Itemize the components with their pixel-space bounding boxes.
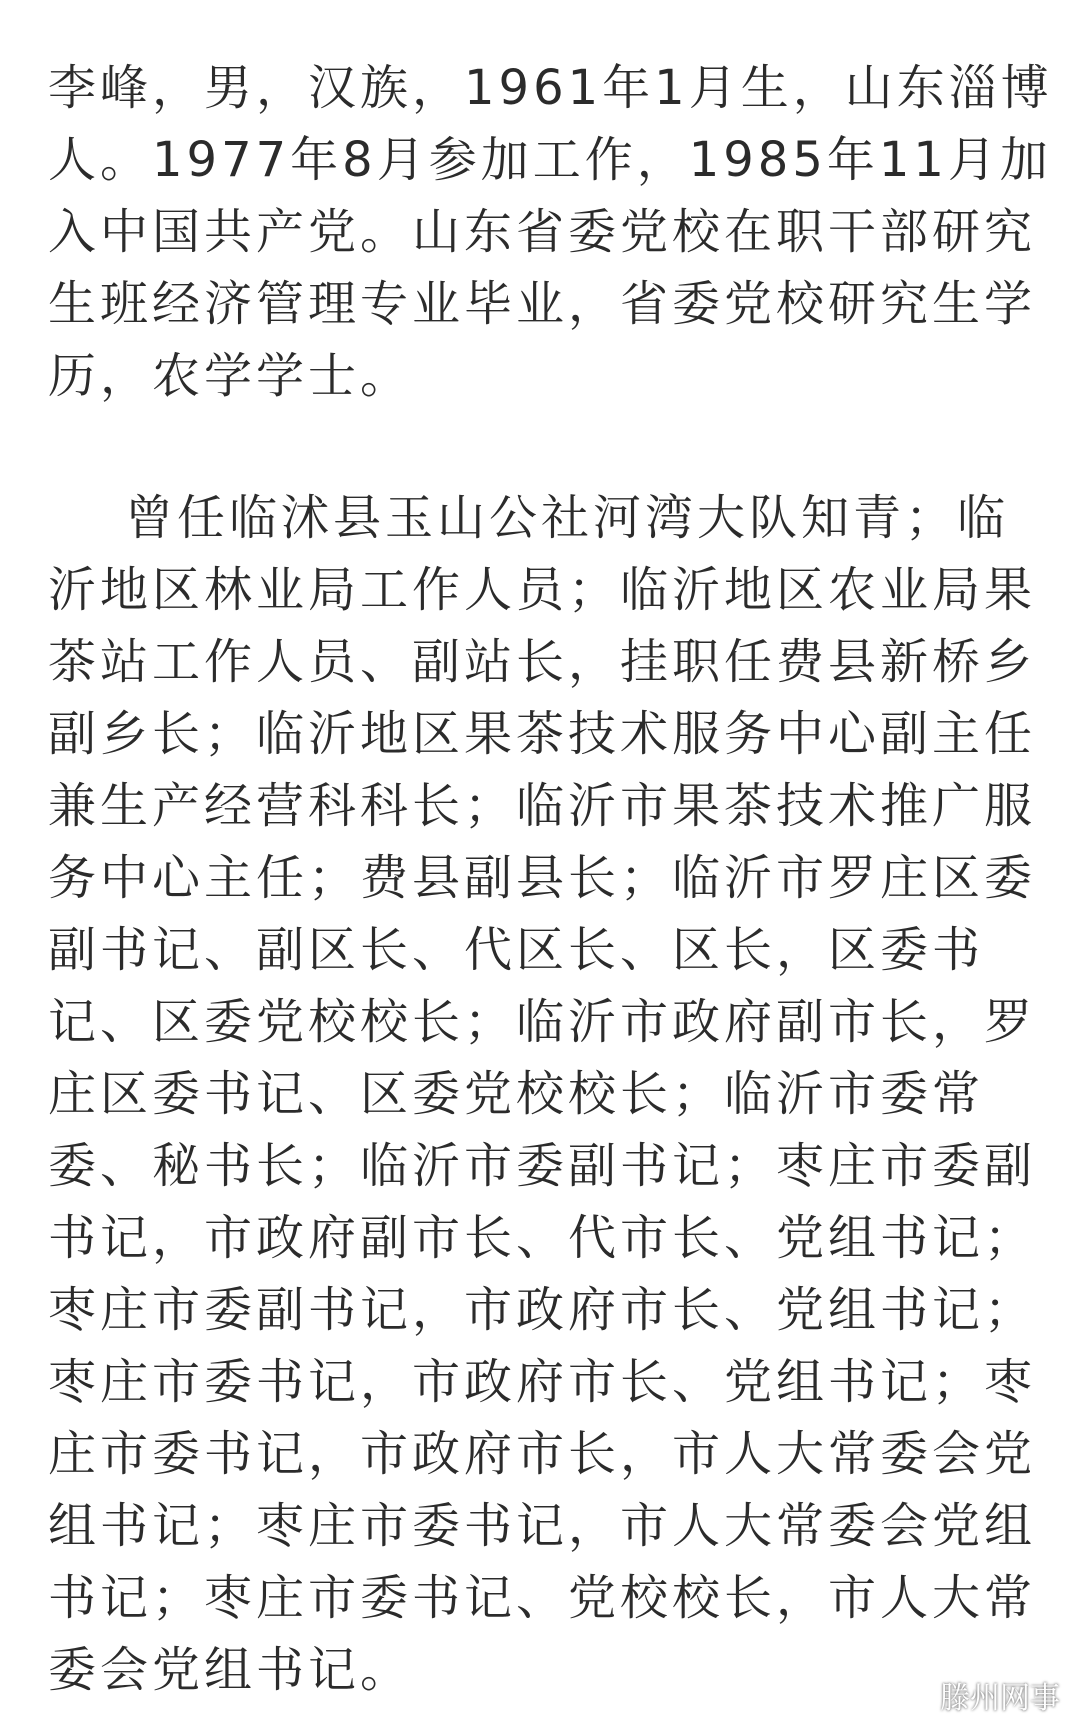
text-line: 委会党组书记。 <box>48 1642 413 1698</box>
wechat-icon <box>888 1672 932 1718</box>
text-line: 沂地区林业局工作人员；临沂地区农业局果 <box>48 562 1037 618</box>
text-line: 李峰，男，汉族，1961年1月生，山东淄博 <box>48 60 1053 116</box>
text-line: 枣庄市委书记，市政府市长、党组书记；枣 <box>48 1354 1037 1410</box>
text-line: 委、秘书长；临沂市委副书记；枣庄市委副 <box>48 1138 1037 1194</box>
text-line: 兼生产经营科科长；临沂市果茶技术推广服 <box>48 778 1037 834</box>
paragraph-career <box>48 482 1048 1706</box>
text-line: 副书记、副区长、代区长、区长，区委书 <box>48 922 985 978</box>
text-line: 茶站工作人员、副站长，挂职任费县新桥乡 <box>48 634 1037 690</box>
text-line: 曾任临沭县玉山公社河湾大队知青；临 <box>48 490 1010 546</box>
text-line: 副乡长；临沂地区果茶技术服务中心副主任 <box>48 706 1037 762</box>
text-line: 历，农学学士。 <box>48 348 413 404</box>
text-line: 入中国共产党。山东省委党校在职干部研究 <box>48 204 1037 260</box>
text-line: 书记，市政府副市长、代市长、党组书记； <box>48 1210 1037 1266</box>
text-line: 务中心主任；费县副县长；临沂市罗庄区委 <box>48 850 1037 906</box>
text-line: 庄区委书记、区委党校校长；临沂市委常 <box>48 1066 985 1122</box>
text-line: 组书记；枣庄市委书记，市人大常委会党组 <box>48 1498 1037 1554</box>
paragraph-bio <box>48 52 1053 412</box>
text-line: 人。1977年8月参加工作，1985年11月加 <box>48 132 1052 188</box>
watermark-text: 滕州网事 <box>940 1681 1060 1716</box>
text-line: 庄市委书记，市政府市长，市人大常委会党 <box>48 1426 1037 1482</box>
text-line: 生班经济管理专业毕业，省委党校研究生学 <box>48 276 1037 332</box>
text-line: 书记；枣庄市委书记、党校校长，市人大常 <box>48 1570 1037 1626</box>
source-watermark <box>888 1672 1060 1718</box>
paragraph-spacer <box>48 412 1048 482</box>
article-body <box>48 52 1053 1706</box>
text-line: 枣庄市委副书记，市政府市长、党组书记； <box>48 1282 1037 1338</box>
text-line: 记、区委党校校长；临沂市政府副市长，罗 <box>48 994 1037 1050</box>
